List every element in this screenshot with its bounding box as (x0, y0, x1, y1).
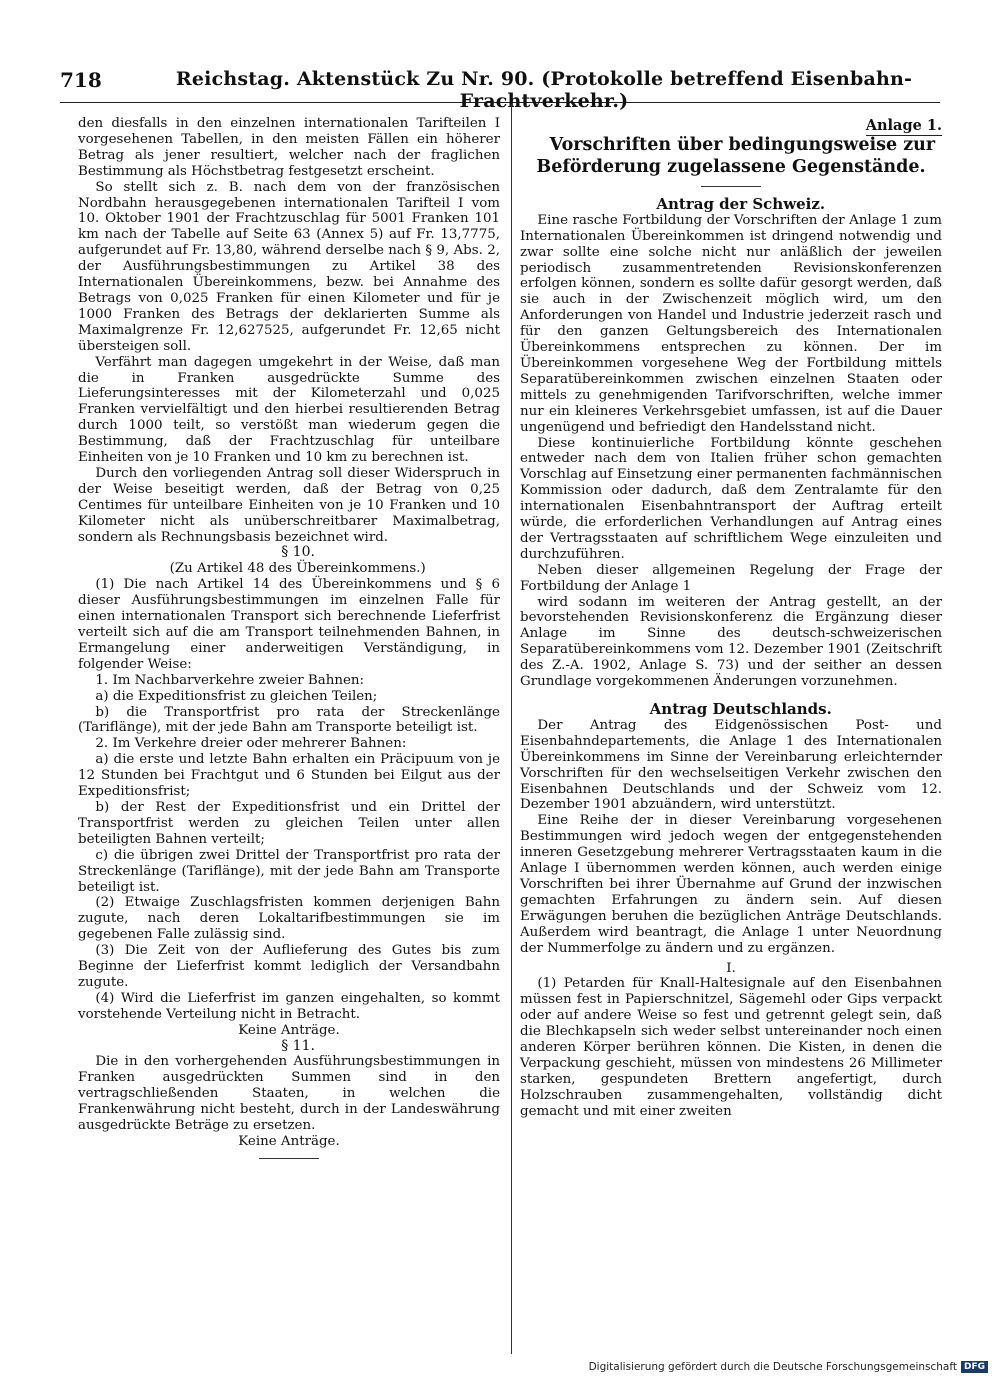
paragraph: (2) Etwaige Zuschlagsfristen kommen derjenigen Bahn zugute, nach deren Lokaltarifbestimmungen sie im gegebenen Falle zulässig sind. (78, 895, 500, 943)
dfg-logo: DFG (961, 1361, 988, 1373)
section-heading-10: § 10. (281, 544, 315, 561)
paragraph: So stellt sich z. B. nach dem von der französischen Nordbahn herausgegebenen internationalen Tarifteil I vom 10. Oktober 1901 der Frachtzuschlag für 5001 Franken 101 km nach der Tabelle auf Seite 63 (Annex 5) auf Fr. 13,7775, aufgerundet auf Fr. 13,80, während derselbe nach § 9, Abs. 2, der Ausführungsbestimmungen zu Artikel 38 des Internationalen Übereinkommens, bezw. bei Annahme des Betrags von 0,025 Franken für einen Kilometer und für je 1000 Franken des Betrags der deklarierten Summe als Maximalgrenze Fr. 12,627525, aufgerundet Fr. 12,65 nicht übersteigen soll. (78, 179, 500, 354)
paragraph: Eine Reihe der in dieser Vereinbarung vorgesehenen Bestimmungen wird jedoch wegen der entgegenstehenden inneren Gesetzgebung mehrerer Vertragsstaaten kaum in die Anlage I übernommen werden können, auch werden einige Vorschriften bei ihrer Übernahme auf Grund der inzwischen gemachten Erfahrungen zu ändern sein. Auf diesen Erwägungen beruhen die bezüglichen Anträge Deutschlands. Außerdem wird beantragt, die Anlage 1 unter Neuordnung der Nummerfolge zu ändern und zu ergänzen. (520, 813, 942, 956)
paragraph: (4) Wird die Lieferfrist im ganzen eingehalten, so kommt vorstehende Verteilung nicht in Betracht. (78, 990, 500, 1022)
page-header (60, 66, 940, 112)
list-item: 1. Im Nachbarverkehre zweier Bahnen: (95, 672, 365, 688)
end-rule (259, 1158, 319, 1159)
column-divider (511, 104, 512, 1354)
paragraph: Neben dieser allgemeinen Regelung der Frage der Fortbildung der Anlage 1 (520, 562, 942, 594)
no-motions-note: Keine Anträge. (238, 1134, 340, 1149)
subheading-switzerland: Antrag der Schweiz. (656, 194, 826, 213)
paragraph: Der Antrag des Eidgenössischen Post- und Eisenbahndepartements, die Anlage 1 des Internationalen Übereinkommens im Sinne der Vereinbarung erleichternder Vorschriften für den wechselseitigen Verkehr zwischen den Eisenbahnen Deutschlands und der Schweiz vom 12. Dezember 1901 abzuändern, wird unterstützt. (520, 717, 942, 813)
paragraph: (3) Die Zeit von der Auflieferung des Gutes bis zum Beginne der Lieferfrist kommt lediglich der Versandbahn zugute. (78, 943, 500, 990)
paragraph: (1) Die nach Artikel 14 des Übereinkommens und § 6 dieser Ausführungsbestimmungen im einzelnen Falle für einen internationalen Transport sich berechnende Lieferfrist verteilt sich auf die am Transport teilnehmenden Bahnen, in Ermangelung einer anderweitigen Verständigung, in folgender Weise: (78, 577, 500, 672)
section-subheading-10: (Zu Artikel 48 des Übereinkommens.) (169, 561, 426, 577)
paragraph: Durch den vorliegenden Antrag soll dieser Widerspruch in der Weise beseitigt werden, daß der Betrag von 0,25 Centimes für unteilbare Einheiten von je 10 Franken und 10 Kilometer nicht als unüberschreitbarer Maximalbetrag, sondern als Rechnungsbasis bezeichnet wird. (78, 465, 500, 545)
paragraph: wird sodann im weiteren der Antrag gestellt, an der bevorstehenden Revisionskonferenz die Ergänzung dieser Anlage im Sinne des deutsch-schweizerischen Separatübereinkommens vom 12. Dezember 1901 (Zeitschrift des Z.-A. 1902, Anlage S. 73) und der seither an dessen Grundlage vorgekommenen Änderungen vorzunehmen. (520, 594, 942, 690)
paragraph: den diesfalls in den einzelnen internationalen Tarifteilen I vorgesehenen Tabellen, in den meisten Fällen ein höherer Betrag als jener resultiert, welcher nach der fraglichen Bestimmung als Höchstbetrag festgesetzt erscheint. (78, 116, 500, 179)
list-item: c) die übrigen zwei Drittel der Transportfrist pro rata der Streckenlänge (Tariflänge), mit der jede Bahn am Transporte beteiligt ist. (78, 847, 500, 895)
paragraph: Verfährt man dagegen umgekehrt in der Weise, daß man die in Franken ausgedrückte Summe des Lieferungsinteresses mit der Kilometerzahl und 0,025 Franken vervielfältigt und den hierbei resultierenden Betrag durch 1000 teilt, so verstößt man wiederum gegen die Bestimmung, daß der Frachtzuschlag für unteilbare Einheiten von je 10 Franken und 10 km zu berechnen ist. (78, 354, 500, 466)
roman-numeral-heading: I. (726, 960, 736, 976)
subheading-germany: Antrag Deutschlands. (649, 700, 832, 718)
paragraph: (1) Petarden für Knall-Haltesignale auf den Eisenbahnen müssen fest in Papierschnitzel, Sägemehl oder Gips verpackt oder auf andere Weise so fest und getrennt gelegt sein, daß die Blechkapseln sich weder selbst untereinander noch einen anderen Körper berühren können. Die Kisten, in denen die Verpackung geschieht, müssen von mindestens 26 Millimeter starken, gespundeten Brettern angefertigt, durch Holzschrauben zusammengehalten, vollständig dicht gemacht und mit einer zweiten (520, 976, 942, 1119)
section-heading-11: § 11. (281, 1037, 315, 1054)
paragraph: Die in den vorhergehenden Ausführungsbestimmungen in Franken ausgedrückten Summen sind in den vertragschließenden Staaten, in welchen die Frankenwährung nicht besteht, durch in der Landeswährung ausgedrückte Beträge zu ersetzen. (78, 1054, 500, 1134)
list-item: 2. Im Verkehre dreier oder mehrerer Bahnen: (95, 736, 407, 752)
left-column (78, 116, 500, 1159)
list-item: b) die Transportfrist pro rata der Streckenlänge (Tariflänge), mit der jede Bahn am Transporte beteiligt ist. (78, 704, 500, 736)
page-number: 718 (60, 68, 102, 92)
footer-text: Digitalisierung gefördert durch die Deutsche Forschungsgemeinschaft (588, 1361, 957, 1373)
digitization-footer (589, 1361, 988, 1373)
list-item: a) die Expeditionsfrist zu gleichen Teilen; (95, 688, 378, 704)
heading-rule (701, 186, 761, 187)
no-motions-note: Keine Anträge. (238, 1022, 340, 1038)
list-item: a) die erste und letzte Bahn erhalten ein Präcipuum von je 12 Stunden bei Frachtgut und 6 Stunden bei Eilgut aus der Expeditionsfrist; (78, 752, 500, 800)
paragraph: Diese kontinuierliche Fortbildung könnte geschehen entweder nach dem von Italien früher schon gemachten Vorschlag auf Einsetzung einer permanenten fachmännischen Kommission oder dadurch, daß dem Zentralamte für den internationalen Eisenbahntransport der Auftrag erteilt würde, die erforderlichen Verhandlungen auf Antrag eines der Vertragsstaaten auf schriftlichem Wege einzuleiten und durchzuführen. (520, 435, 942, 562)
paragraph: Eine rasche Fortbildung der Vorschriften der Anlage 1 zum Internationalen Übereinkommen ist dringend notwendig und zwar sollte eine solche nicht nur anläßlich der jeweilen periodisch zusammentretenden Revisionskonferenzen erfolgen können, sondern es sollte dafür gesorgt werden, daß sie auch in der Zwischenzeit möglich wird, um den Anforderungen von Handel und Industrie jederzeit rasch und für den ganzen Geltungsbereich des Internationalen Übereinkommens entsprechen zu können. Der im Übereinkommen vorgesehene Weg der Fortbildung mittels Separatübereinkommen zwischen einzelnen Staaten oder mittels zu genehmigenden Tarifvorschriften, welche immer nur ein kleineres Verkehrsgebiet umfassen, ist auf die Dauer ungenügend und befriedigt den Handelsstand nicht. (520, 212, 942, 435)
appendix-label-text: Anlage 1. (865, 117, 942, 134)
right-column (520, 118, 942, 1120)
appendix-label (520, 118, 942, 134)
list-item: b) der Rest der Expeditionsfrist und ein Drittel der Transportfrist werden zu gleichen Teilen unter allen beteiligten Bahnen verteilt; (78, 799, 500, 847)
appendix-heading: Vorschriften über bedingungsweise zur Beförderung zugelassene Gegenstände. (536, 134, 936, 177)
running-title: Reichstag. Aktenstück Zu Nr. 90. (Protokolle betreffend Eisenbahn-Frachtverkehr.) (175, 68, 913, 112)
